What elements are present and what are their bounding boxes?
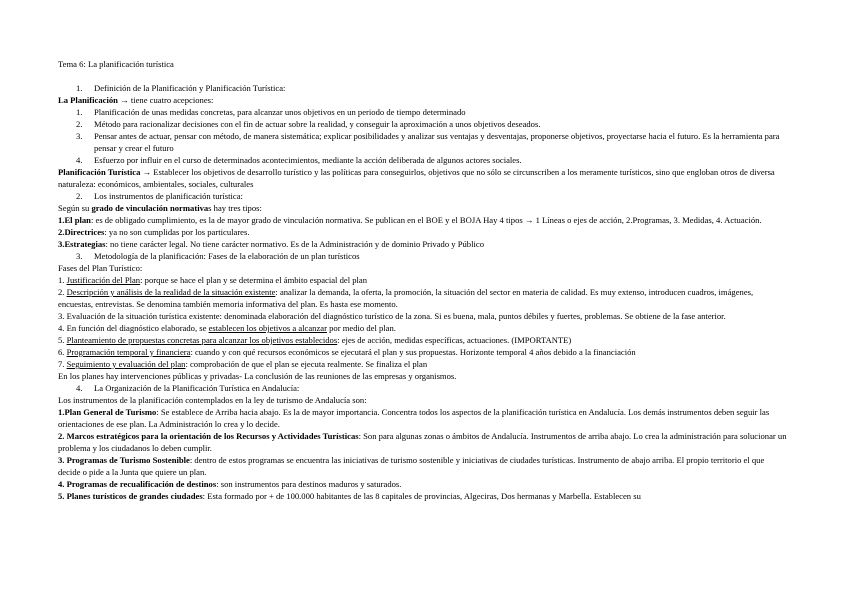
section-text: La Organización de la Planificación Turística en Andalucía: — [94, 383, 300, 393]
item-text: : Se establece de Arriba hacia abajo. Es la de mayor importancia. Concentra todos los aspectos de la planificación turística en Andalucía. Los demás instrumentos deben seguir las orientaciones de ese plan. La Administración lo crea y lo decide. — [58, 407, 770, 429]
item-term: Programación temporal y financiera — [66, 347, 191, 357]
bold-term: grado de vinculación normativa — [91, 203, 209, 213]
document-page — [58, 58, 788, 502]
list-item — [58, 214, 788, 226]
item-number: 5. — [58, 335, 67, 345]
item-number: 7. — [58, 359, 67, 369]
item-term: Planteamiento de propuestas concretas para alcanzar los objetivos establecidos — [66, 335, 338, 345]
text-fragment: s hay tres tipos: — [208, 203, 262, 213]
section-2-heading — [58, 190, 788, 202]
list-number: 2. — [76, 119, 83, 129]
item-term: establecen los objetivos a alcanzar — [208, 323, 327, 333]
list-item — [58, 334, 788, 346]
section-1-heading — [58, 82, 788, 94]
list-item — [58, 154, 788, 166]
item-term: 4. Programas de recualificación de destinos — [58, 479, 217, 489]
grado-vinculacion — [58, 202, 788, 214]
definition-text: tiene cuatro acepciones: — [128, 95, 214, 105]
document-title: Tema 6: La planificación turística — [58, 59, 174, 69]
section-text: Definición de la Planificación y Planificación Turística: — [94, 83, 286, 93]
item-text: : Son para algunas zonas o ámbitos de Andalucía. Instrumentos de arriba abajo. Lo crea la administración para solucionar un problema y los ciudadanos lo deben cumplir. — [58, 431, 787, 453]
list-item — [58, 346, 788, 358]
arrow-icon: → — [120, 95, 129, 105]
planificacion-definition — [58, 94, 788, 106]
item-term: 2.Directrices — [58, 227, 105, 237]
item-number: 3. — [58, 311, 67, 321]
section-3-heading — [58, 250, 788, 262]
list-text: Planificación de unas medidas concretas, para alcanzar unos objetivos en un periodo de tiempo determinado — [94, 107, 466, 117]
section-number: 4. — [76, 383, 83, 393]
list-item — [58, 322, 788, 334]
list-number: 1. — [76, 107, 83, 117]
item-number: 6. — [58, 347, 67, 357]
list-item — [58, 106, 788, 118]
list-text: Esfuerzo por influir en el curso de determinados acontecimientos, mediante la acción deliberada de algunos actores sociales. — [94, 155, 522, 165]
list-item — [58, 286, 788, 310]
section-number: 1. — [76, 83, 83, 93]
item-term: Seguimiento y evaluación del plan — [66, 359, 186, 369]
list-number: 4. — [76, 155, 83, 165]
item-text: En función del diagnóstico elaborado, se — [66, 323, 209, 333]
item-text: : ejes de acción, medidas específicas, actuaciones. (IMPORTANTE) — [337, 335, 572, 345]
definition-term: La Planificación — [58, 95, 118, 105]
acepciones-list — [58, 106, 788, 166]
item-number: 2. — [58, 287, 67, 297]
section-number: 3. — [76, 251, 83, 261]
list-number: 3. — [76, 131, 83, 141]
item-term: Descripción y análisis de la realidad de la situación existente — [66, 287, 276, 297]
item-text: : comprobación de que el plan se ejecuta realmente. Se finaliza el plan — [185, 359, 428, 369]
section-number: 2. — [76, 191, 83, 201]
list-item — [58, 118, 788, 130]
item-term: Justificación del Plan — [66, 275, 141, 285]
list-item — [58, 238, 788, 250]
item-number: 1. — [58, 275, 67, 285]
item-term: 5. Planes turísticos de grandes ciudades — [58, 491, 203, 501]
planificacion-turistica-definition — [58, 166, 788, 190]
item-term: 3. Programas de Turismo Sostenible — [58, 455, 190, 465]
item-text: : cuando y con qué recursos económicos se ejecutará el plan y sus propuestas. Horizonte temporal 4 años debido a la financiación — [190, 347, 636, 357]
item-text: : porque se hace el plan y se determina el ámbito espacial del plan — [140, 275, 368, 285]
section-4-heading — [58, 382, 788, 394]
item-text: : son instrumentos para destinos maduros y saturados. — [216, 479, 402, 489]
list-item — [58, 478, 788, 490]
item-text: Evaluación de la situación turística existente: denominada elaboración del diagnóstico turístico de la zona. Si es buena, mala, puntos débiles y fuertes, problemas. Se obtiene de la fase anterior. — [66, 311, 726, 321]
item-text: : Esta formado por + de 100.000 habitantes de las 8 capitales de provincias, Algeciras, Dos hermanas y Marbella. Establecen su — [202, 491, 641, 501]
item-text: : ya no son cumplidas por los particulares. — [104, 227, 250, 237]
tipos-list — [58, 214, 788, 250]
item-term: 1.El plan — [58, 215, 91, 225]
ley-intro: Los instrumentos de la planificación contemplados en la ley de turismo de Andalucía son: — [58, 395, 367, 405]
list-item — [58, 310, 788, 322]
text-fragment: Según su — [58, 203, 92, 213]
item-number: 4. — [58, 323, 67, 333]
item-text: : es de obligado cumplimiento, es la de mayor grado de vinculación normativa. Se publican en el BOE y el BOJA Hay 4 tipos → 1 Líneas o ejes de acción, 2.Programas, 3. Medidas, 4. Actuación. — [90, 215, 762, 225]
list-item — [58, 430, 788, 454]
list-item — [58, 274, 788, 286]
list-text: Método para racionalizar decisiones con el fin de actuar sobre la realidad, y conseguir la aproximación a unos objetivos deseados. — [94, 119, 541, 129]
section-text: Los instrumentos de planificación turística: — [94, 191, 243, 201]
list-text: Pensar antes de actuar, pensar con método, de manera sistemática; explicar posibilidades y analizar sus ventajas y desventajas, proponerse objetivos, proyectarse hacia el futuro. Es la herramienta para pensar y crear el futuro — [94, 131, 780, 153]
definition-text: Establecer los objetivos de desarrollo turístico y las políticas para conseguirlos, objetivos que no sólo se circunscriben a los meramente turísticos, sino que engloban otros de diversa naturaleza: económicos, ambientales, sociales, culturales — [58, 167, 775, 189]
list-item — [58, 490, 788, 502]
arrow-icon: → — [142, 167, 152, 177]
section-text: Metodología de la planificación: Fases de la elaboración de un plan turísticos — [94, 251, 360, 261]
list-item — [58, 358, 788, 370]
list-item — [58, 454, 788, 478]
instrumentos-list — [58, 406, 788, 502]
list-item — [58, 406, 788, 430]
item-text: : analizar la demanda, la oferta, la promoción, la situación del sector en materia de calidad. Es muy extenso, introducen cuadros, imágenes, encuestas, entrevistas. Se denomina también memoria informativa del plan. Es hasta ese momento. — [58, 287, 754, 309]
definition-term: Planificación Turística — [58, 167, 141, 177]
item-text: : no tiene carácter legal. No tiene carácter normativo. Es de la Administración y de dominio Privado y Público — [105, 239, 484, 249]
list-item — [58, 226, 788, 238]
planes-note: En los planes hay intervenciones públicas y privadas- La conclusión de las reuniones de las empresas y organismos. — [58, 371, 457, 381]
item-term: 2. Marcos estratégicos para la orientación de los Recursos y Actividades Turísticas — [58, 431, 359, 441]
item-term: 1.Plan General de Turismo — [58, 407, 157, 417]
item-term: 3.Estrategias — [58, 239, 106, 249]
item-text: : dentro de estos programas se encuentra las iniciativas de turismo sostenible y iniciativas de ciudades turísticas. Instrumento de abajo arriba. El propio territorio el que decide o pide a la Junta que quiere un plan. — [58, 455, 765, 477]
fases-title: Fases del Plan Turístico: — [58, 263, 143, 273]
list-item — [58, 130, 788, 154]
fases-list — [58, 274, 788, 370]
item-text: por medio del plan. — [326, 323, 396, 333]
